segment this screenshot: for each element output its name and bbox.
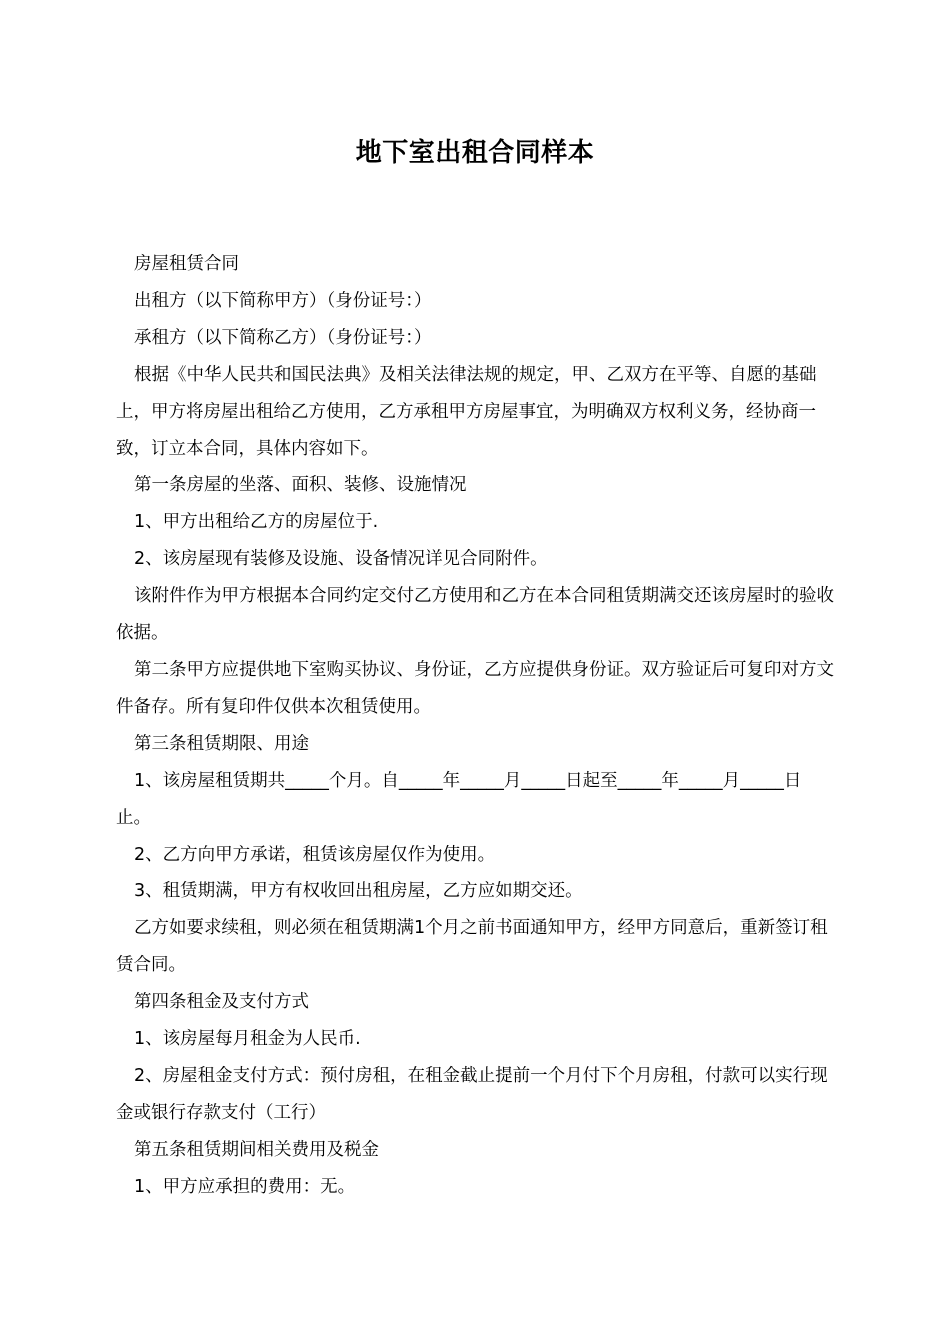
article-4-heading: 第四条租金及支付方式 bbox=[134, 992, 309, 1013]
document-title: 地下室出租合同样本 bbox=[355, 138, 595, 168]
paragraph-lessor: 出租方（以下简称甲方）（身份证号：） bbox=[134, 290, 432, 311]
article-3-item-2: 2、乙方向甲方承诺，租赁该房屋仅作为使用。 bbox=[134, 844, 496, 865]
article-1-note: 该附件作为甲方根据本合同约定交付乙方使用和乙方在本合同租赁期满交还该房屋时的验收依据。 bbox=[116, 586, 834, 644]
paragraph-lessee: 承租方（以下简称乙方）（身份证号：） bbox=[134, 327, 432, 348]
paragraph-heading: 房屋租赁合同 bbox=[134, 254, 239, 274]
article-3-renewal: 乙方如要求续租，则必须在租赁期满1个月之前书面通知甲方，经甲方同意后，重新签订租赁合同。 bbox=[116, 918, 828, 976]
article-2: 第二条甲方应提供地下室购买协议、身份证，乙方应提供身份证。双方验证后可复印对方文件备存。所有复印件仅供本次租赁使用。 bbox=[116, 659, 834, 717]
article-5-heading: 第五条租赁期间相关费用及税金 bbox=[134, 1139, 379, 1160]
article-1-item-2: 2、该房屋现有装修及设施、设备情况详见合同附件。 bbox=[134, 549, 548, 570]
document-body bbox=[116, 246, 836, 1206]
article-3-item-3: 3、租赁期满，甲方有权收回出租房屋，乙方应如期交还。 bbox=[134, 881, 583, 902]
article-3-heading: 第三条租赁期限、用途 bbox=[134, 733, 309, 754]
article-3-item-1: 1、该房屋租赁期共_____个月。自_____年_____月_____日起至_____年_____月_____日止。 bbox=[116, 770, 802, 828]
article-5-item-1: 1、甲方应承担的费用：无。 bbox=[134, 1176, 356, 1197]
article-1-item-1: 1、甲方出租给乙方的房屋位于. bbox=[134, 512, 379, 533]
article-4-item-1: 1、该房屋每月租金为人民币. bbox=[134, 1029, 361, 1050]
article-4-item-2: 2、房屋租金支付方式：预付房租，在租金截止提前一个月付下个月房租，付款可以实行现金或银行存款支付（工行） bbox=[116, 1065, 828, 1123]
article-1-heading: 第一条房屋的坐落、面积、装修、设施情况 bbox=[134, 475, 467, 496]
paragraph-preamble: 根据《中华人民共和国民法典》及相关法律法规的规定，甲、乙双方在平等、自愿的基础上，甲方将房屋出租给乙方使用，乙方承租甲方房屋事宜，为明确双方权利义务，经协商一致，订立本合同，具体内容如下。 bbox=[116, 364, 817, 459]
